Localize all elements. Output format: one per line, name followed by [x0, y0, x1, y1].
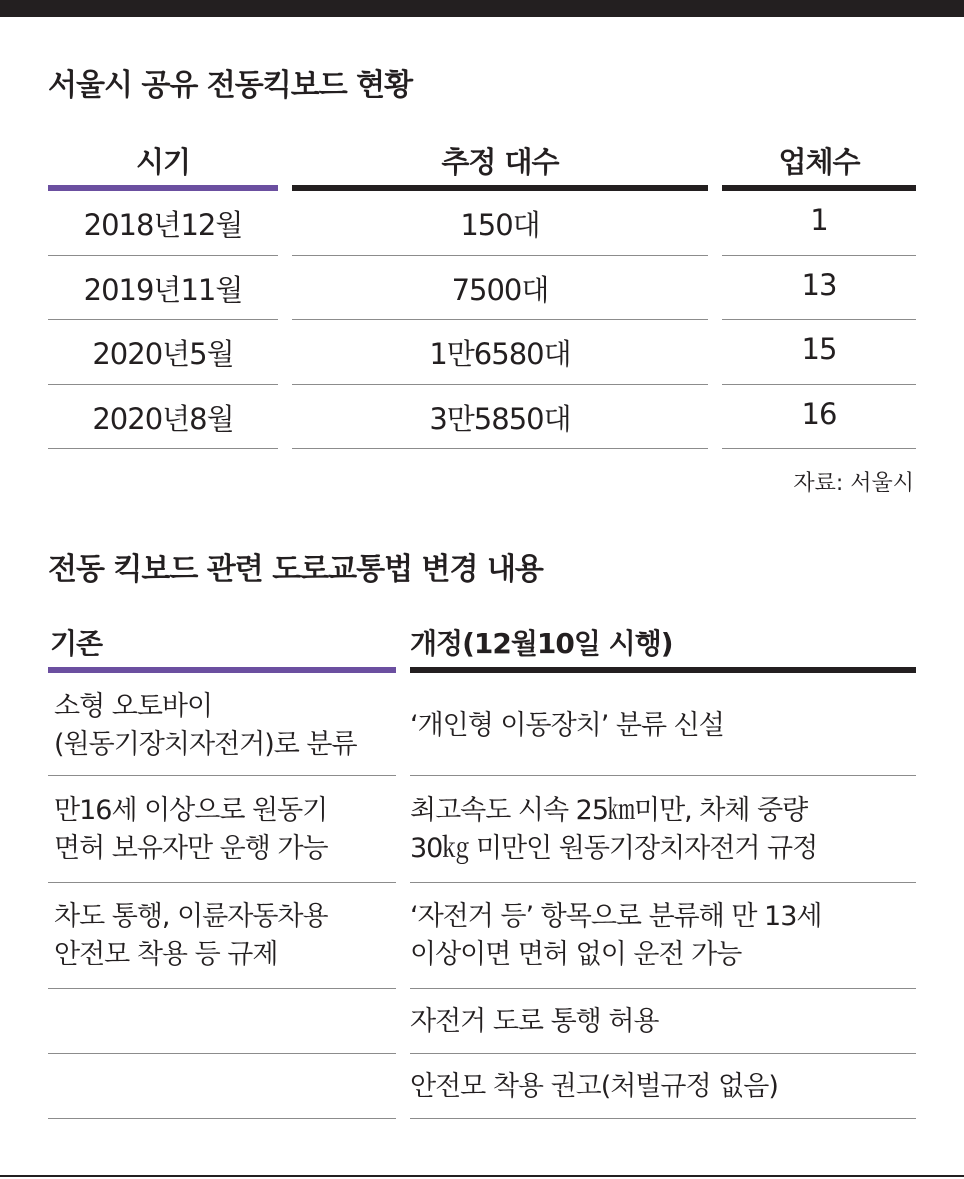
header-before: 기존	[50, 627, 103, 660]
table1-row-divider	[722, 448, 916, 449]
top-bar	[0, 0, 964, 17]
table2-row-divider	[410, 882, 916, 883]
section1-title: 서울시 공유 전동킥보드 현황	[48, 68, 413, 103]
table1-row-divider	[292, 255, 708, 256]
table1-cell: 15	[801, 332, 837, 366]
table1-row-divider	[722, 319, 916, 320]
table1-cell: 16	[801, 396, 837, 431]
table2-row-divider	[48, 775, 396, 776]
table1-cell: 3만5850대	[429, 401, 571, 436]
header-period: 시기	[135, 145, 191, 179]
source-note: 자료: 서울시	[793, 471, 914, 496]
after-text-line: 최고속도 시속 25㎞미만, 차체 중량	[410, 794, 808, 826]
header-estimated-count: 추정 대수	[441, 145, 559, 179]
table1-cell: 1	[810, 203, 828, 237]
table1-cell: 2019년11월	[83, 272, 243, 307]
header-bar-company	[722, 185, 916, 191]
header-company-count: 업체수	[778, 145, 860, 179]
table2-row-divider	[48, 1053, 396, 1054]
before-text-line: 안전모 착용 등 규제	[54, 939, 278, 970]
table1-row-divider	[48, 319, 278, 320]
before-text-line: 만16세 이상으로 원동기	[54, 794, 328, 826]
after-text-line: ‘개인형 이동장치’ 분류 신설	[410, 709, 724, 741]
table1-row-divider	[48, 384, 278, 385]
section2-title: 전동 킥보드 관련 도로교통법 변경 내용	[48, 552, 543, 587]
table2-row-divider	[48, 1118, 396, 1119]
table2-row-divider	[410, 775, 916, 776]
bottom-rule	[0, 1175, 964, 1177]
header-bar-period	[48, 185, 278, 191]
table1-row-divider	[48, 448, 278, 449]
table1-row-divider	[722, 384, 916, 385]
table1-cell: 150대	[460, 208, 540, 242]
before-text-line: 차도 통행, 이륜자동차용	[54, 901, 328, 932]
after-text-line: 이상이면 면허 없이 운전 가능	[410, 939, 742, 970]
table1-cell: 2018년12월	[83, 208, 243, 242]
before-text-line: 소형 오토바이	[54, 690, 213, 722]
after-text-line: 30㎏ 미만인 원동기장치자전거 규정	[410, 832, 818, 864]
table2-row-divider	[410, 1053, 916, 1054]
table1-cell: 13	[801, 267, 837, 302]
table1-row-divider	[722, 255, 916, 256]
table1-row-divider	[292, 448, 708, 449]
table2-row-divider	[410, 988, 916, 989]
header-bar-count	[292, 185, 708, 191]
after-text-line: 자전거 도로 통행 허용	[410, 1005, 659, 1037]
before-text-line: 면허 보유자만 운행 가능	[54, 832, 328, 864]
header-bar-before	[48, 667, 396, 673]
table2-row-divider	[410, 1118, 916, 1119]
after-text-line: 안전모 착용 권고(처벌규정 없음)	[410, 1070, 778, 1102]
table1-cell: 1만6580대	[429, 337, 571, 371]
table2-row-divider	[48, 988, 396, 989]
table1-row-divider	[48, 255, 278, 256]
header-after: 개정(12월10일 시행)	[410, 627, 673, 660]
table1-cell: 7500대	[451, 272, 549, 307]
table1-cell: 2020년8월	[92, 401, 234, 436]
table2-row-divider	[48, 882, 396, 883]
table1-row-divider	[292, 319, 708, 320]
header-bar-after	[410, 667, 916, 673]
table1-cell: 2020년5월	[92, 337, 234, 371]
after-text-line: ‘자전거 등’ 항목으로 분류해 만 13세	[410, 901, 822, 932]
before-text-line: (원동기장치자전거)로 분류	[54, 728, 357, 760]
table1-row-divider	[292, 384, 708, 385]
